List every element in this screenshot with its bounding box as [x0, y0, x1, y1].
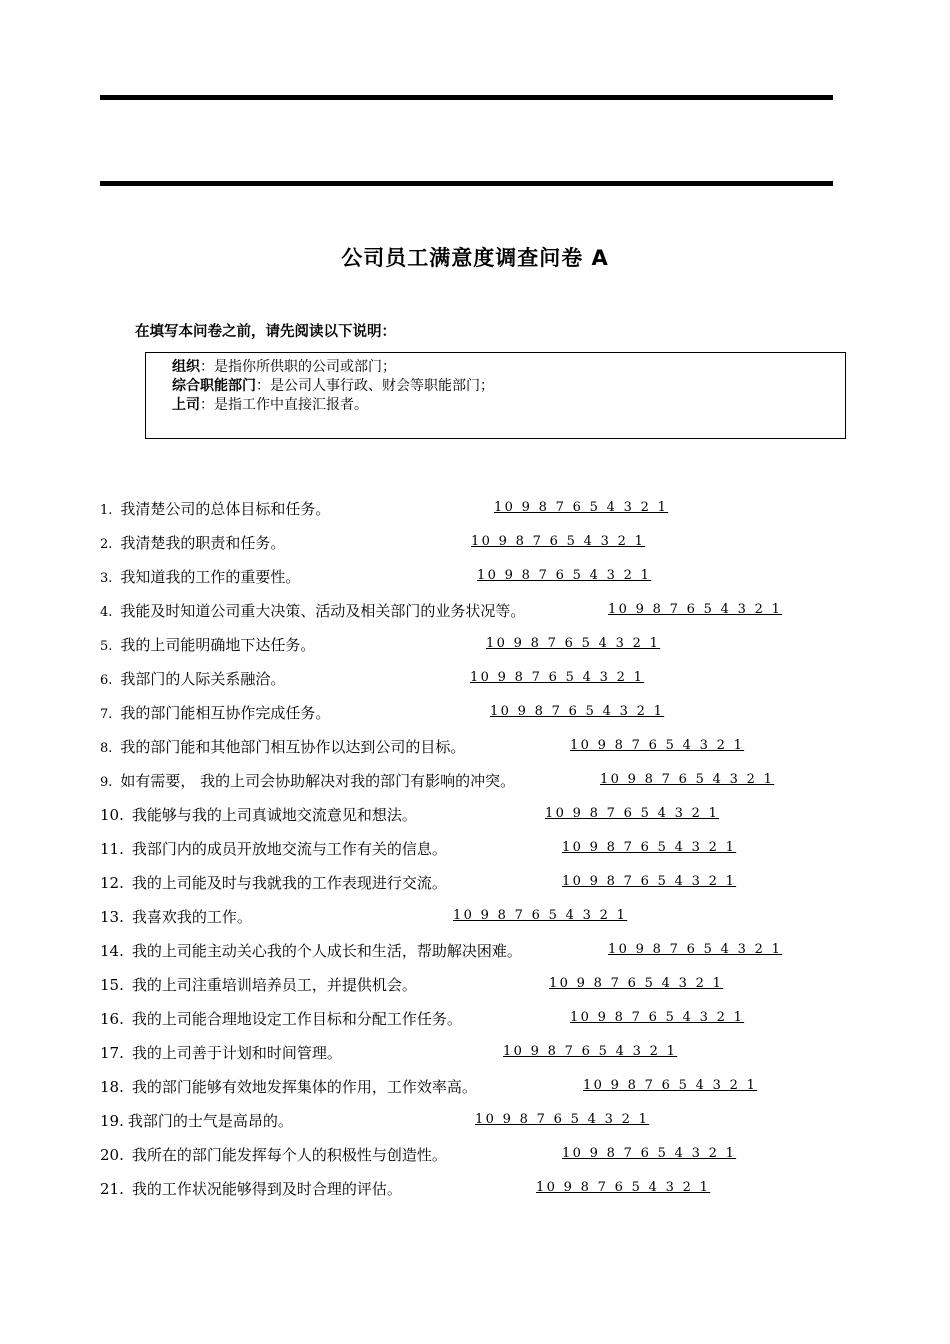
question-text: 我部门的人际关系融洽。: [120, 670, 286, 688]
question-number: 8.: [100, 741, 113, 756]
question-text: 我能够与我的上司真诚地交流意见和想法。: [131, 806, 417, 824]
question-number: 3.: [100, 571, 113, 586]
question-item: [100, 1110, 293, 1132]
question-number: 13.: [100, 908, 124, 926]
definition-row: [158, 377, 845, 396]
question-number: 19.: [100, 1112, 124, 1130]
rating-scale[interactable]: 10 9 8 7 6 5 4 3 2 1: [583, 1078, 758, 1093]
question-item: [100, 1144, 447, 1166]
question-item: [100, 940, 522, 962]
question-item: [100, 702, 330, 724]
page-title: 公司员工满意度调查问卷 A: [341, 246, 609, 270]
question-text: 我的上司能主动关心我的个人成长和生活，帮助解决困难。: [131, 942, 522, 960]
question-item: [100, 1178, 402, 1200]
question-text: 我的上司能合理地设定工作目标和分配工作任务。: [131, 1010, 462, 1028]
question-number: 20.: [100, 1146, 124, 1164]
rating-scale[interactable]: 10 9 8 7 6 5 4 3 2 1: [453, 908, 628, 923]
question-number: 16.: [100, 1010, 124, 1028]
question-number: 7.: [100, 707, 113, 722]
question-number: 12.: [100, 874, 124, 892]
question-item: [100, 736, 465, 758]
question-item: [100, 872, 447, 894]
definition-desc: ：是公司人事行政、财会等职能部门；: [256, 378, 494, 394]
question-item: [100, 498, 330, 520]
definition-row: [158, 396, 845, 415]
question-number: 14.: [100, 942, 124, 960]
question-text: 我所在的部门能发挥每个人的积极性与创造性。: [131, 1146, 447, 1164]
question-item: [100, 974, 417, 996]
question-text: 我清楚公司的总体目标和任务。: [120, 500, 331, 518]
rating-scale[interactable]: 10 9 8 7 6 5 4 3 2 1: [570, 1010, 745, 1025]
question-number: 5.: [100, 639, 113, 654]
question-text: 我的工作状况能够得到及时合理的评估。: [131, 1180, 402, 1198]
question-item: [100, 532, 285, 554]
question-item: [100, 838, 447, 860]
question-item: [100, 906, 252, 928]
rating-scale[interactable]: 10 9 8 7 6 5 4 3 2 1: [562, 840, 737, 855]
definition-desc: ：是指工作中直接汇报者。: [200, 397, 368, 413]
question-text: 我的上司善于计划和时间管理。: [131, 1044, 342, 1062]
question-item: [100, 600, 525, 622]
definition-term: 组织: [172, 359, 200, 375]
rating-scale[interactable]: 10 9 8 7 6 5 4 3 2 1: [486, 636, 661, 651]
question-number: 4.: [100, 605, 113, 620]
question-text: 如有需要， 我的上司会协助解决对我的部门有影响的冲突。: [120, 772, 516, 790]
bottom-rule: [100, 181, 833, 186]
question-number: 15.: [100, 976, 124, 994]
rating-scale[interactable]: 10 9 8 7 6 5 4 3 2 1: [562, 874, 737, 889]
question-item: [100, 634, 315, 656]
question-text: 我的上司能明确地下达任务。: [120, 636, 316, 654]
question-item: [100, 1076, 477, 1098]
rating-scale[interactable]: 10 9 8 7 6 5 4 3 2 1: [494, 500, 669, 515]
rating-scale[interactable]: 10 9 8 7 6 5 4 3 2 1: [600, 772, 775, 787]
definitions-box: [145, 352, 846, 439]
definition-term: 综合职能部门: [172, 378, 256, 394]
question-text: 我知道我的工作的重要性。: [120, 568, 301, 586]
rating-scale[interactable]: 10 9 8 7 6 5 4 3 2 1: [477, 568, 652, 583]
rating-scale[interactable]: 10 9 8 7 6 5 4 3 2 1: [608, 602, 783, 617]
question-number: 6.: [100, 673, 113, 688]
question-number: 11.: [100, 840, 124, 858]
intro-text: 在填写本问卷之前，请先阅读以下说明：: [135, 324, 396, 340]
rating-scale[interactable]: 10 9 8 7 6 5 4 3 2 1: [545, 806, 720, 821]
question-text: 我部门的士气是高昂的。: [127, 1112, 293, 1130]
rating-scale[interactable]: 10 9 8 7 6 5 4 3 2 1: [570, 738, 745, 753]
question-number: 1.: [100, 503, 113, 518]
question-item: [100, 1008, 462, 1030]
definition-row: [158, 358, 845, 377]
top-rule: [100, 95, 833, 100]
definition-term: 上司: [172, 397, 200, 413]
question-text: 我的部门能和其他部门相互协作以达到公司的目标。: [120, 738, 466, 756]
definition-desc: ：是指你所供职的公司或部门；: [200, 359, 396, 375]
question-number: 21.: [100, 1180, 124, 1198]
question-item: [100, 668, 285, 690]
rating-scale[interactable]: 10 9 8 7 6 5 4 3 2 1: [471, 534, 646, 549]
rating-scale[interactable]: 10 9 8 7 6 5 4 3 2 1: [503, 1044, 678, 1059]
question-item: [100, 804, 417, 826]
question-text: 我部门内的成员开放地交流与工作有关的信息。: [131, 840, 447, 858]
rating-scale[interactable]: 10 9 8 7 6 5 4 3 2 1: [608, 942, 783, 957]
question-text: 我能及时知道公司重大决策、活动及相关部门的业务状况等。: [120, 602, 526, 620]
question-text: 我的部门能相互协作完成任务。: [120, 704, 331, 722]
rating-scale[interactable]: 10 9 8 7 6 5 4 3 2 1: [475, 1112, 650, 1127]
rating-scale[interactable]: 10 9 8 7 6 5 4 3 2 1: [470, 670, 645, 685]
question-item: [100, 1042, 342, 1064]
question-number: 9.: [100, 775, 113, 790]
rating-scale[interactable]: 10 9 8 7 6 5 4 3 2 1: [536, 1180, 711, 1195]
question-text: 我的上司能及时与我就我的工作表现进行交流。: [131, 874, 447, 892]
question-text: 我清楚我的职责和任务。: [120, 534, 286, 552]
question-text: 我喜欢我的工作。: [131, 908, 252, 926]
question-number: 10.: [100, 806, 124, 824]
question-number: 18.: [100, 1078, 124, 1096]
question-number: 2.: [100, 537, 113, 552]
question-text: 我的部门能够有效地发挥集体的作用，工作效率高。: [131, 1078, 477, 1096]
rating-scale[interactable]: 10 9 8 7 6 5 4 3 2 1: [490, 704, 665, 719]
question-text: 我的上司注重培训培养员工，并提供机会。: [131, 976, 417, 994]
question-item: [100, 566, 300, 588]
question-item: [100, 770, 515, 792]
rating-scale[interactable]: 10 9 8 7 6 5 4 3 2 1: [562, 1146, 737, 1161]
rating-scale[interactable]: 10 9 8 7 6 5 4 3 2 1: [549, 976, 724, 991]
question-number: 17.: [100, 1044, 124, 1062]
